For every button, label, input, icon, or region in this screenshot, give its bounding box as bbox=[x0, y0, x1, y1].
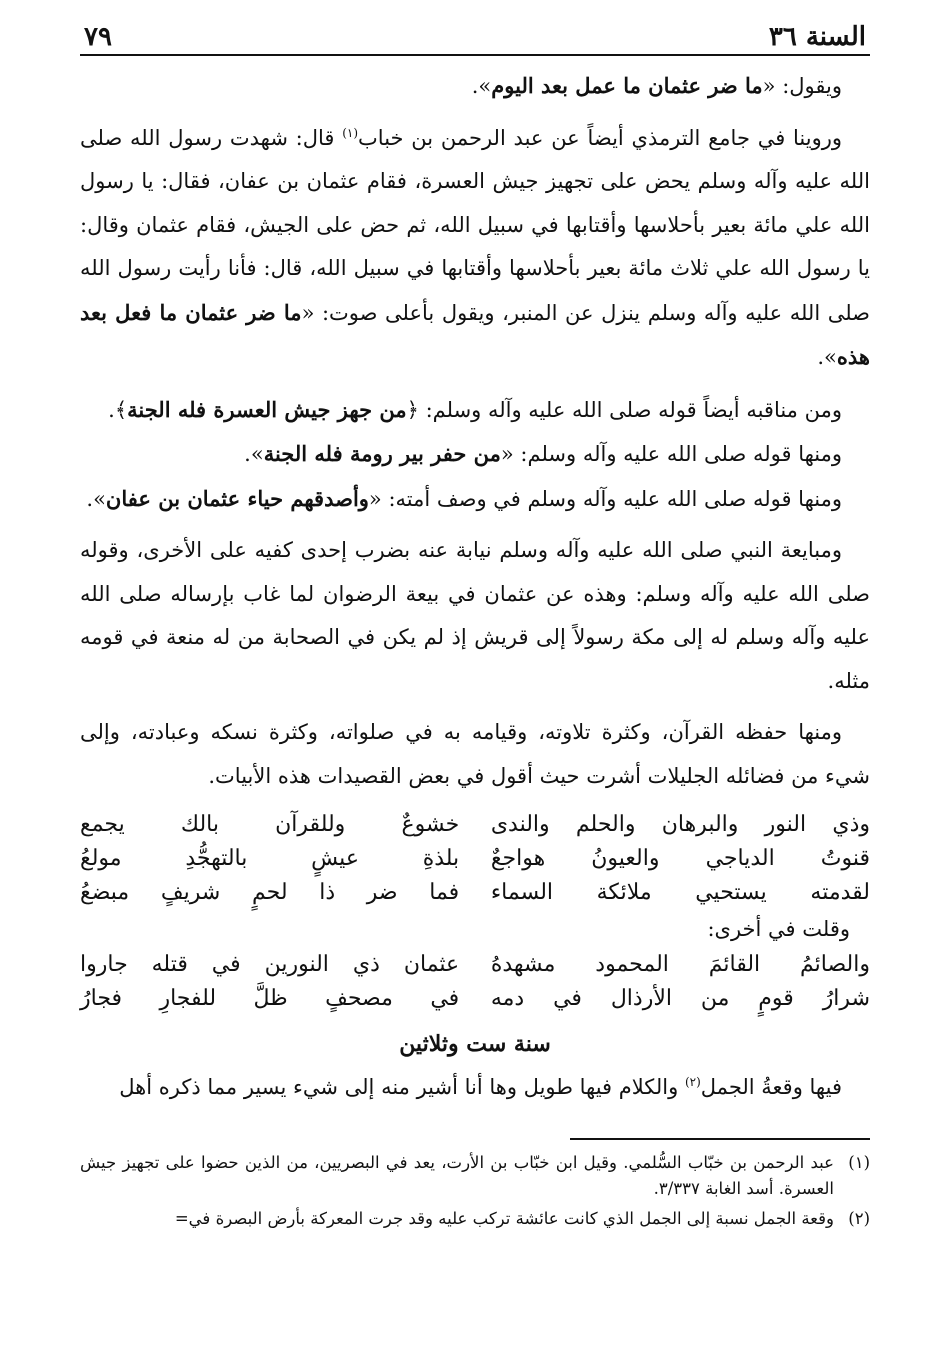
closing-text bbox=[80, 1066, 870, 1110]
poem-verse bbox=[80, 842, 870, 876]
verse-hemistich-right: شرارُ قومٍ من الأرذال في دمه bbox=[490, 986, 870, 1011]
footnotes bbox=[80, 1150, 870, 1232]
poem-intro: وقلت في أخرى: bbox=[707, 917, 850, 941]
section-heading: سنة ست وثلاثين bbox=[399, 1031, 551, 1057]
paragraph: ومنها حفظه القرآن، وكثرة تلاوته، وقيامه به في صلواته، وكثرة نسكه وعبادته، وإلى شيء من فضائله الجليلات أشرت حيث أقول في بعض القصيدات هذه الأبيات. bbox=[80, 720, 870, 788]
poem-verse bbox=[80, 876, 870, 910]
footnote-number: (١) bbox=[848, 1152, 870, 1172]
paragraph: ومبايعة النبي صلى الله عليه وآله وسلم نيابة عنه بضرب إحدى كفيه على الأخرى، وقوله صلى الله عليه وآله وسلم: وهذه عن عثمان في بيعة الرضوان لما غاب بإرساله صلى الله عليه وآله وسلم له إلى مكة رسولاً إلى قريش إذ لم يكن في الصحابة من له منعة في قومه مثله. bbox=[80, 538, 870, 693]
poem-verse bbox=[80, 808, 870, 842]
verse-hemistich-left: خشوعٌ وللقرآن بالك يجمع bbox=[80, 812, 460, 837]
page-header bbox=[80, 12, 870, 54]
paragraph: وروينا في جامع الترمذي أيضاً عن عبد الرحمن بن خباب$^{(١)}$ قال: شهدت رسول الله صلى الله عليه وآله وسلم يحض على تجهيز جيش العسرة، فقام عثمان بن عفان، فقال: يا رسول الله علي مائة بعير بأحلاسها وأقتابها في سبيل الله، ثم حض على الجيش، فقام عثمان وقال: يا رسول الله علي ثلاث مائة بعير بأحلاسها وأقتابها في سبيل الله، قال: فأنا رأيت رسول الله صلى الله عليه وآله وسلم ينزل عن المنبر، ويقول بأعلى صوت: «ما ضر عثمان ما فعل بعد هذه». bbox=[80, 125, 871, 369]
main-text bbox=[80, 56, 870, 798]
poem-verse bbox=[80, 948, 870, 982]
section-title: السنة ٣٦ bbox=[768, 22, 866, 52]
paragraph: ومن مناقبه أيضاً قوله صلى الله عليه وآله وسلم: ﴿من جهز جيش العسرة فله الجنة﴾. bbox=[108, 396, 842, 422]
footnote bbox=[80, 1206, 870, 1232]
poem-verse bbox=[80, 982, 870, 1016]
poem-block bbox=[80, 808, 870, 1016]
footnote-text: وقعة الجمل نسبة إلى الجمل الذي كانت عائشة تركب عليه وقد جرت المعركة بأرض البصرة في= bbox=[174, 1208, 834, 1228]
footnote-text: عبد الرحمن بن خبّاب السُّلمي. وقيل ابن خبّاب بن الأرت، يعد في البصريين، من الذين حضوا على تجهيز جيش العسرة. أسد الغابة ٣/٣٣٧. bbox=[80, 1152, 834, 1198]
paragraph: ويقول: «ما ضر عثمان ما عمل بعد اليوم». bbox=[471, 73, 842, 98]
paragraph: ومنها قوله صلى الله عليه وآله وسلم: «من حفر بير رومة فله الجنة». bbox=[244, 441, 842, 466]
footnote-ref[interactable]: (٢) bbox=[684, 1075, 701, 1089]
verse-hemistich-right: وذي النور والبرهان والحلم والندى bbox=[490, 812, 870, 837]
verse-hemistich-right: والصائمُ القائمَ المحمود مشهدهُ bbox=[490, 952, 870, 977]
paragraph: فيها وقعةُ الجمل$^{(٢)}$ والكلام فيها طويل وها أنا أشير منه إلى شيء يسير مما ذكره أهل bbox=[119, 1075, 842, 1099]
book-page bbox=[80, 12, 870, 1236]
verse-hemistich-left: في مصحفٍ ظلَّ للفجارِ فجارُ bbox=[80, 986, 460, 1011]
footnote-number: (٢) bbox=[848, 1208, 870, 1228]
verse-hemistich-left: فما ضر ذا لحمٍ شريفٍ مبضعُ bbox=[80, 880, 460, 905]
verse-hemistich-left: عثمان ذي النورين في قتله جاروا bbox=[80, 952, 460, 977]
paragraph: ومنها قوله صلى الله عليه وآله وسلم في وصف أمته: «وأصدقهم حياء عثمان بن عفان». bbox=[86, 485, 842, 511]
footnote-rule bbox=[570, 1138, 870, 1140]
verse-hemistich-right: قنوتُ الدياجي والعيونُ هواجعٌ bbox=[490, 846, 870, 871]
page-number: ٧٩ bbox=[84, 22, 112, 52]
footnote-ref[interactable]: (١) bbox=[342, 125, 359, 140]
verse-hemistich-left: بلذةِ عيشٍ بالتهجُّدِ مولعُ bbox=[80, 846, 460, 871]
verse-hemistich-right: لقدمته يستحيي ملائكة السماء bbox=[490, 880, 870, 905]
footnote bbox=[80, 1150, 870, 1202]
